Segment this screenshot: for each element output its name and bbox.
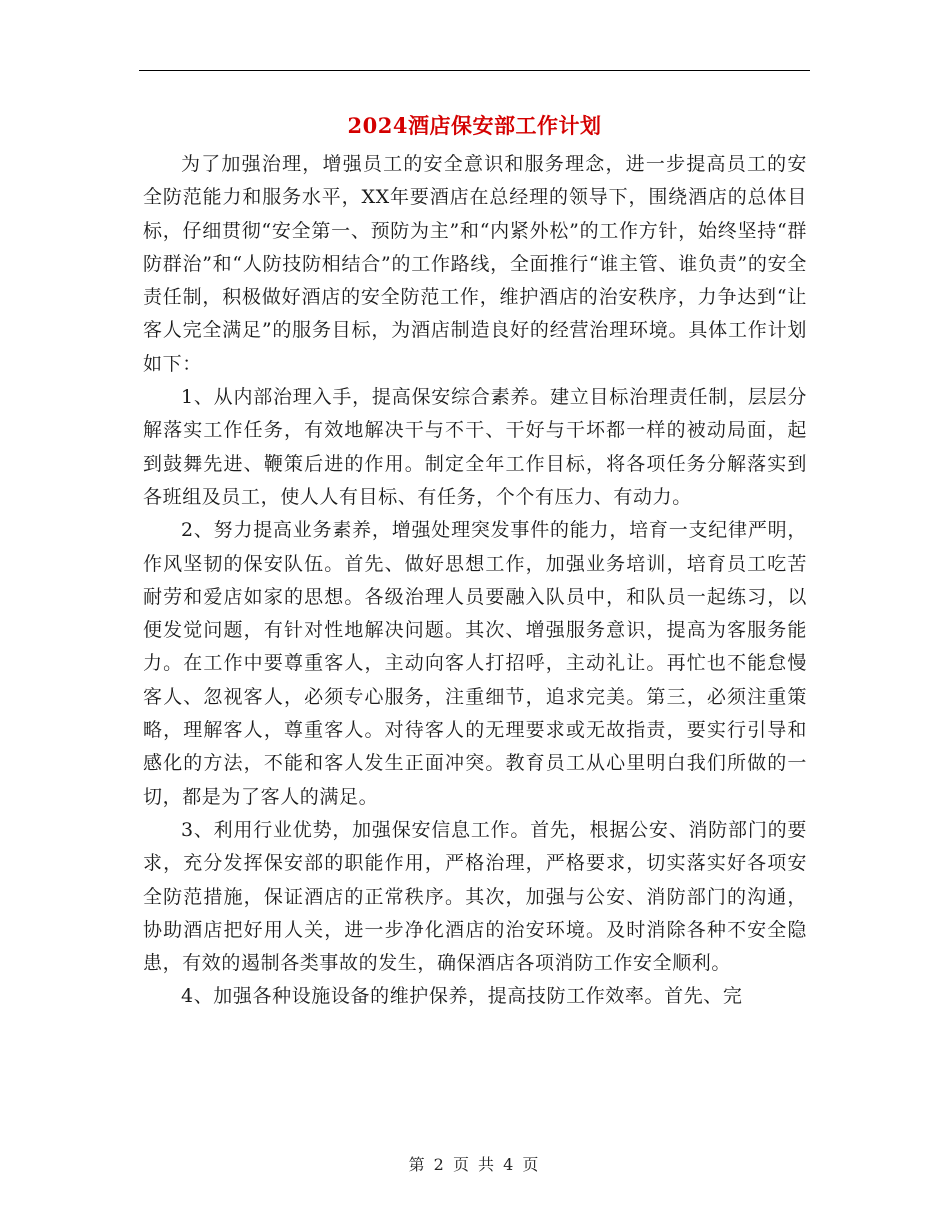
paragraph-item-1: 1、从内部治理入手，提高保安综合素养。建立目标治理责任制，层层分解落实工作任务，有效地解决干与不干、干好与干坏都一样的被动局面，起到鼓舞先进、鞭策后进的作用。制定全年工作目标，将各项任务分解落实到各班组及员工，使人人有目标、有任务，个个有压力、有动力。 [143,386,807,508]
header-rule [139,70,810,71]
document-body [143,148,807,1014]
paragraph-item-2: 2、努力提高业务素养，增强处理突发事件的能力，培育一支纪律严明，作风坚韧的保安队伍。首先、做好思想工作，加强业务培训，培育员工吃苦耐劳和爱店如家的思想。各级治理人员要融入队员中，和队员一起练习，以便发觉问题，有针对性地解决问题。其次、增强服务意识，提高为客服务能力。在工作中要尊重客人，主动向客人打招呼，主动礼让。再忙也不能怠慢客人、忽视客人，必须专心服务，注重细节，追求完美。第三，必须注重策略，理解客人，尊重客人。对待客人的无理要求或无故指责，要实行引导和感化的方法，不能和客人发生正面冲突。教育员工从心里明白我们所做的一切，都是为了客人的满足。 [143,519,807,808]
page-number: 第 2 页 共 4 页 [408,1155,541,1174]
paragraph-item-4: 4、加强各种设施设备的维护保养，提高技防工作效率。首先、完 [181,985,743,1008]
document-title: 2024酒店保安部工作计划 [347,113,602,138]
paragraph-intro: 为了加强治理，增强员工的安全意识和服务理念，进一步提高员工的安全防范能力和服务水平，XX年要酒店在总经理的领导下，围绕酒店的总体目标，仔细贯彻“安全第一、预防为主”和“内紧外松”的工作方针，始终坚持“群防群治”和“人防技防相结合”的工作路线，全面推行“谁主管、谁负责”的安全责任制，积极做好酒店的安全防范工作，维护酒店的治安秩序，力争达到“让客人完全满足”的服务目标，为酒店制造良好的经营治理环境。具体工作计划如下： [143,153,807,375]
paragraph-item-3: 3、利用行业优势，加强保安信息工作。首先，根据公安、消防部门的要求，充分发挥保安部的职能作用，严格治理，严格要求，切实落实好各项安全防范措施，保证酒店的正常秩序。其次，加强与公安、消防部门的沟通，协助酒店把好用人关，进一步净化酒店的治安环境。及时消除各种不安全隐患，有效的遏制各类事故的发生，确保酒店各项消防工作安全顺利。 [143,818,807,975]
